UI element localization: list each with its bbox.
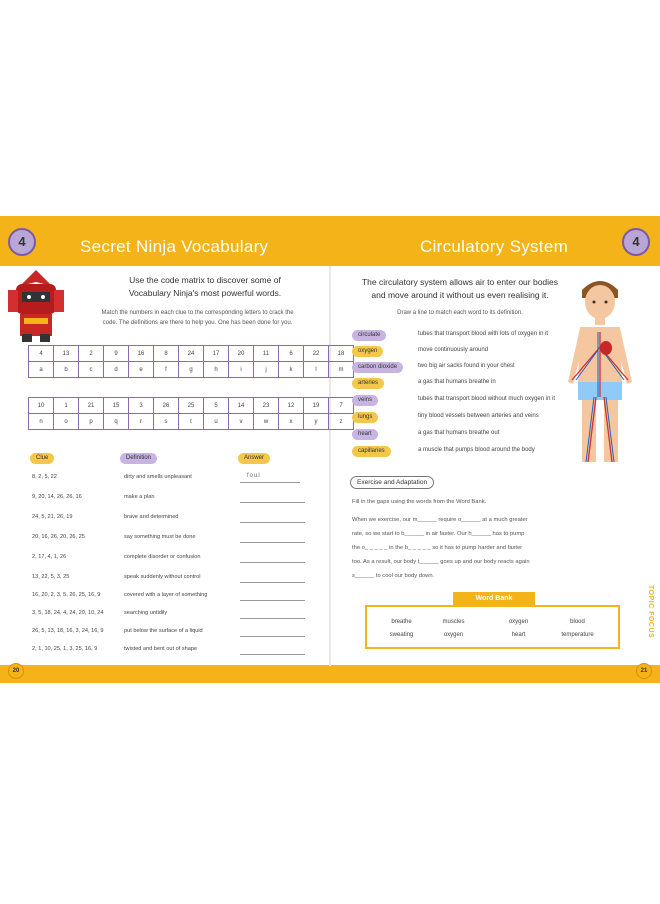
matrix-number: 17	[204, 346, 229, 362]
word-pill[interactable]: lungs	[352, 412, 378, 423]
word-bank-word: blood	[570, 619, 585, 625]
matrix-letter: n	[29, 414, 54, 430]
example-answer: foul	[247, 473, 261, 479]
word-pill[interactable]: heart	[352, 429, 378, 440]
matrix-number: 10	[29, 398, 54, 414]
clue-text: 3, 5, 18, 24, 4, 24, 20, 10, 24	[32, 610, 104, 616]
matrix-number: 23	[254, 398, 279, 414]
answer-blank[interactable]	[240, 582, 305, 583]
matrix-letter: g	[179, 362, 204, 378]
clue-text: 16, 20, 2, 3, 5, 26, 25, 16, 9	[32, 592, 101, 598]
clue-text: 24, 5, 21, 26, 19	[32, 514, 73, 520]
matrix-letter: y	[304, 414, 329, 430]
topic-focus-label: TOPIC FOCUS	[647, 585, 654, 639]
matrix-letter: e	[129, 362, 154, 378]
word-bank-box	[365, 605, 620, 649]
matrix-number: 20	[229, 346, 254, 362]
right-intro-line-1: The circulatory system allows air to enter our bodies	[361, 277, 559, 287]
page-title-right: Circulatory System	[420, 237, 569, 256]
matrix-letter: w	[254, 414, 279, 430]
clue-definition: make a plan	[124, 494, 155, 500]
matrix-letter: q	[104, 414, 129, 430]
clue-text: 13, 22, 5, 3, 25	[32, 574, 70, 580]
word-pill[interactable]: carbon dioxide	[352, 362, 403, 373]
clue-definition: dirty and smells unpleasant	[124, 474, 192, 480]
matrix-letter: k	[279, 362, 304, 378]
word-bank-word: temperature	[561, 632, 594, 638]
word-definition[interactable]: a gas that humans breathe out	[418, 430, 500, 436]
gap-fill-line-4[interactable]: too. As a result, our body t______ goes up and our body reacts again	[352, 559, 530, 565]
matrix-number: 21	[79, 398, 104, 414]
matrix-number: 15	[104, 398, 129, 414]
matrix-letter: x	[279, 414, 304, 430]
week-badge-right: 4	[622, 228, 650, 256]
word-definition[interactable]: tiny blood vessels between arteries and veins	[418, 413, 539, 419]
match-instruction: Draw a line to match each word to its definition.	[397, 310, 523, 316]
gap-fill-line-2[interactable]: rate, so we start to b______ in air faster. Our h______ has to pump	[352, 531, 525, 537]
gap-fill-line-1[interactable]: When we exercise, our m______ require o______ at a much greater	[352, 517, 528, 523]
word-definition[interactable]: tubes that transport blood with lots of oxygen in it	[418, 331, 549, 337]
matrix-letter: c	[79, 362, 104, 378]
definition-header: Definition	[120, 453, 157, 464]
exercise-section-title: Exercise and Adaptation	[350, 476, 434, 489]
matrix-letter: r	[129, 414, 154, 430]
matrix-number: 6	[279, 346, 304, 362]
word-definition[interactable]: a gas that humans breathe in	[418, 379, 496, 385]
matrix-letter: m	[329, 362, 354, 378]
word-definition[interactable]: a muscle that pumps blood around the body	[418, 447, 535, 453]
matrix-letter: v	[229, 414, 254, 430]
week-badge-left: 4	[8, 228, 36, 256]
matrix-letter: d	[104, 362, 129, 378]
matrix-number: 12	[279, 398, 304, 414]
word-definition[interactable]: tubes that transport blood without much oxygen in it	[418, 396, 556, 402]
answer-blank[interactable]	[240, 502, 305, 503]
gap-fill-line-3[interactable]: the o_ _ _ _ _ in the b_ _ _ _ _ so it has to pump harder and faster	[352, 545, 523, 551]
answer-blank[interactable]	[240, 636, 305, 637]
answer-blank[interactable]	[240, 654, 305, 655]
clue-definition: covered with a layer of something	[124, 592, 208, 598]
matrix-number: 1	[54, 398, 79, 414]
matrix-number: 5	[204, 398, 229, 414]
word-bank-word: breathe	[391, 619, 412, 625]
clue-definition: complete disorder or confusion	[124, 554, 201, 560]
answer-blank[interactable]	[240, 562, 305, 563]
intro-line-1: Use the code matrix to discover some of	[129, 275, 281, 285]
word-bank-word: muscles	[442, 619, 465, 625]
clue-definition: speak suddenly without control	[124, 574, 201, 580]
clue-text: 2, 17, 4, 1, 26	[32, 554, 67, 560]
matrix-letter: b	[54, 362, 79, 378]
matrix-number: 19	[304, 398, 329, 414]
clue-definition: brave and determined	[124, 514, 179, 520]
word-bank-word: oxygen	[443, 632, 464, 638]
answer-header: Answer	[238, 453, 270, 464]
answer-blank[interactable]	[240, 542, 305, 543]
matrix-number: 18	[329, 346, 354, 362]
code-matrix-row-1	[28, 345, 354, 378]
clue-header: Clue	[30, 453, 54, 464]
word-bank-word: heart	[511, 632, 526, 638]
code-matrix-row-2	[28, 397, 354, 430]
intro-line-2: Vocabulary Ninja's most powerful words.	[128, 288, 282, 298]
page-number-right: 21	[636, 663, 652, 679]
matrix-number: 22	[304, 346, 329, 362]
word-pill[interactable]: oxygen	[352, 346, 383, 357]
word-pill[interactable]: circulate	[352, 330, 386, 341]
matrix-letter: p	[79, 414, 104, 430]
matrix-letter: j	[254, 362, 279, 378]
matrix-number: 11	[254, 346, 279, 362]
matrix-letter: t	[179, 414, 204, 430]
matrix-letter: l	[304, 362, 329, 378]
word-definition[interactable]: two big air sacks found in your chest	[418, 363, 515, 369]
matrix-letter: z	[329, 414, 354, 430]
word-pill[interactable]: veins	[352, 395, 378, 406]
footer-band	[0, 665, 660, 683]
instructions-line-1: Match the numbers in each clue to the corresponding letters to crack the	[101, 310, 294, 316]
matrix-number: 24	[179, 346, 204, 362]
matrix-number: 4	[29, 346, 54, 362]
circulatory-body-illustration	[560, 272, 640, 472]
clue-text: 20, 16, 26, 20, 26, 25	[32, 534, 85, 540]
clue-definition: twisted and bent out of shape	[124, 646, 198, 652]
matrix-letter: h	[204, 362, 229, 378]
matrix-number: 7	[329, 398, 354, 414]
matrix-number: 3	[129, 398, 154, 414]
matrix-letter: i	[229, 362, 254, 378]
clue-text: 9, 20, 14, 26, 26, 16	[32, 494, 82, 500]
clue-text: 2, 1, 10, 25, 1, 3, 25, 16, 9	[32, 646, 98, 652]
matrix-number: 2	[79, 346, 104, 362]
page-number-left: 20	[8, 663, 24, 679]
answer-blank[interactable]	[240, 482, 300, 483]
word-bank-title: Word Bank	[453, 592, 535, 606]
matrix-number: 16	[129, 346, 154, 362]
matrix-number: 13	[54, 346, 79, 362]
clue-definition: put below the surface of a liquid	[124, 628, 203, 634]
clue-definition: searching untidily	[124, 610, 168, 616]
word-bank-word: sweating	[389, 632, 414, 638]
answer-blank[interactable]	[240, 522, 305, 523]
matrix-number: 26	[154, 398, 179, 414]
page-gutter	[329, 266, 331, 666]
exercise-instruction: Fill in the gaps using the words from the Word Bank.	[352, 499, 487, 505]
clue-text: 26, 5, 13, 18, 16, 3, 24, 16, 9	[32, 628, 104, 634]
matrix-letter: o	[54, 414, 79, 430]
matrix-letter: a	[29, 362, 54, 378]
word-pill[interactable]: arteries	[352, 378, 384, 389]
matrix-number: 25	[179, 398, 204, 414]
matrix-letter: f	[154, 362, 179, 378]
page-title-left: Secret Ninja Vocabulary	[80, 237, 269, 256]
matrix-number: 9	[104, 346, 129, 362]
answer-blank[interactable]	[240, 600, 305, 601]
instructions-line-2: code. The definitions are there to help you. One has been done for you.	[102, 320, 293, 326]
matrix-letter: u	[204, 414, 229, 430]
right-intro-line-2: and move around it without us even realising it.	[371, 290, 549, 300]
word-bank-word: oxygen	[508, 619, 529, 625]
matrix-number: 14	[229, 398, 254, 414]
word-definition[interactable]: move continuously around	[418, 347, 489, 353]
word-pill[interactable]: capillaries	[352, 446, 391, 457]
ninja-illustration	[2, 268, 70, 342]
clue-definition: say something must be done	[124, 534, 196, 540]
answer-blank[interactable]	[240, 618, 305, 619]
matrix-number: 8	[154, 346, 179, 362]
matrix-letter: s	[154, 414, 179, 430]
gap-fill-line-5[interactable]: s______ to cool our body down.	[352, 573, 435, 579]
clue-text: 8, 2, 5, 22	[32, 474, 57, 480]
